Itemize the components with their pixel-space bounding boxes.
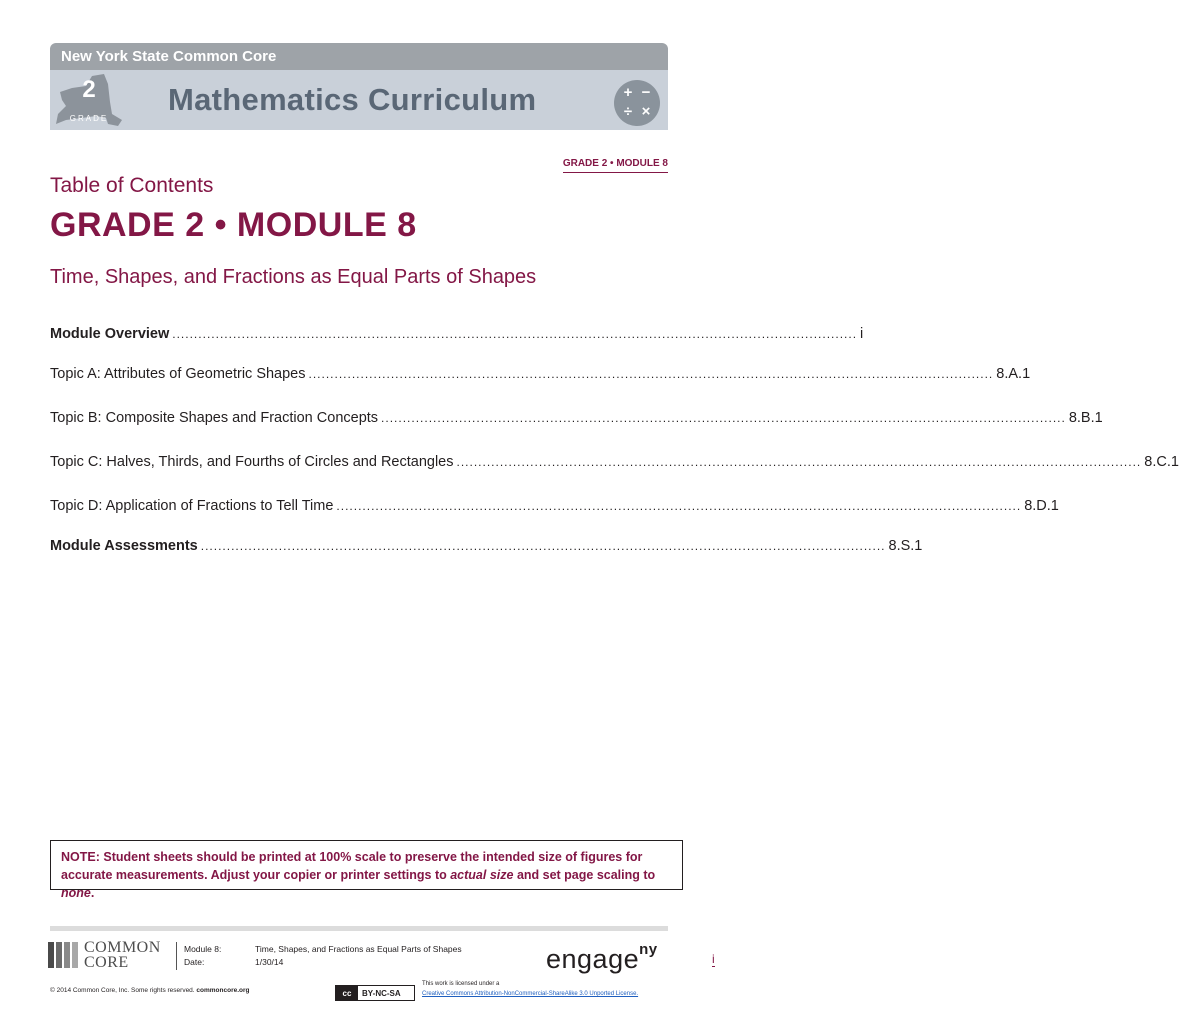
toc-entry[interactable] <box>50 538 923 558</box>
page-number: i <box>712 952 715 966</box>
print-note <box>50 840 683 900</box>
cc-mark: cc <box>336 986 358 1000</box>
leader-dots: .............................................................................................................................................................. <box>172 327 858 341</box>
toc-entry[interactable] <box>50 326 864 346</box>
toc-entry[interactable] <box>50 410 1103 430</box>
leader-dots: .............................................................................................................................................................. <box>308 367 994 381</box>
toc-entry-page: 8.D.1 <box>1024 498 1059 514</box>
leader-dots: .............................................................................................................................................................. <box>456 455 1142 469</box>
note-text-suffix: . <box>90 886 95 900</box>
note-emphasis-actual-size: actual size <box>450 868 514 882</box>
divide-icon: ÷ <box>623 103 633 120</box>
banner <box>50 70 668 130</box>
toc-entry-label: Topic D: Application of Fractions to Tell Time <box>50 498 334 514</box>
banner-org: New York State Common Core <box>61 48 277 65</box>
footer-separator <box>176 942 177 970</box>
toc-label: Table of Contents <box>50 174 214 197</box>
common-core-logo-icon <box>48 942 80 968</box>
engageny-logo <box>546 941 658 975</box>
toc-entry-page: 8.S.1 <box>888 538 923 554</box>
date-value: 1/30/14 <box>255 957 284 967</box>
leader-dots: .............................................................................................................................................................. <box>336 499 1022 513</box>
page-title: GRADE 2 • MODULE 8 <box>50 206 417 244</box>
copyright-text: © 2014 Common Core, Inc. Some rights reserved. <box>50 987 197 994</box>
toc-entry[interactable] <box>50 498 1059 518</box>
leader-dots: .............................................................................................................................................................. <box>200 539 886 553</box>
minus-icon: − <box>641 84 651 101</box>
toc-entry-label: Module Overview <box>50 326 170 342</box>
cc-badge-text: BY-NC-SA <box>362 988 401 998</box>
page-subtitle: Time, Shapes, and Fractions as Equal Parts of Shapes <box>50 266 537 288</box>
note-text-middle: and set page scaling to <box>513 868 656 882</box>
banner-org-bar <box>50 43 668 70</box>
toc-entry[interactable] <box>50 366 1031 386</box>
toc-entry-label: Module Assessments <box>50 538 198 554</box>
note-text: NOTE: Student sheets should be printed at 100% scale to preserve the intended size of figures for accurate measurements. Adjust your copier or printer settings to <box>61 850 643 882</box>
logo-line-1: COMMON <box>84 939 161 956</box>
toc-entry-label: Topic C: Halves, Thirds, and Fourths of Circles and Rectangles <box>50 454 454 470</box>
engage-text: engage <box>546 944 640 974</box>
toc-entry-page: 8.B.1 <box>1068 410 1103 426</box>
toc-entry-label: Topic A: Attributes of Geometric Shapes <box>50 366 306 382</box>
copyright-site: commoncore.org <box>196 987 250 994</box>
banner-title: Mathematics Curriculum <box>168 82 537 117</box>
multiply-icon: × <box>641 103 651 120</box>
grade-word: GRADE <box>69 114 109 123</box>
ny-text: ny <box>639 941 658 958</box>
toc-entry-page: 8.A.1 <box>996 366 1031 382</box>
toc-entry-page: i <box>860 326 864 342</box>
note-emphasis-none: none <box>61 886 91 900</box>
footer-divider <box>50 926 668 931</box>
header-tag: GRADE 2 • MODULE 8 <box>563 158 668 173</box>
date-label: Date: <box>184 957 205 967</box>
module-value: Time, Shapes, and Fractions as Equal Parts of Shapes <box>255 944 462 954</box>
plus-icon: + <box>623 84 633 101</box>
toc-entry-page: 8.C.1 <box>1144 454 1179 470</box>
license-text: This work is licensed under a <box>422 981 500 987</box>
copyright <box>50 987 250 994</box>
cc-license-badge-icon <box>335 985 415 1001</box>
module-label: Module 8: <box>184 944 222 954</box>
logo-line-2: CORE <box>84 954 129 971</box>
toc-entry-label: Topic B: Composite Shapes and Fraction Concepts <box>50 410 379 426</box>
leader-dots: .............................................................................................................................................................. <box>381 411 1066 425</box>
common-core-logo-text <box>84 940 161 970</box>
grade-number: 2 <box>82 76 96 103</box>
toc-entry[interactable] <box>50 454 1179 474</box>
license-link[interactable]: Creative Commons Attribution-NonCommercial-ShareAlike 3.0 Unported License. <box>422 991 639 997</box>
math-operations-icon <box>614 80 660 126</box>
